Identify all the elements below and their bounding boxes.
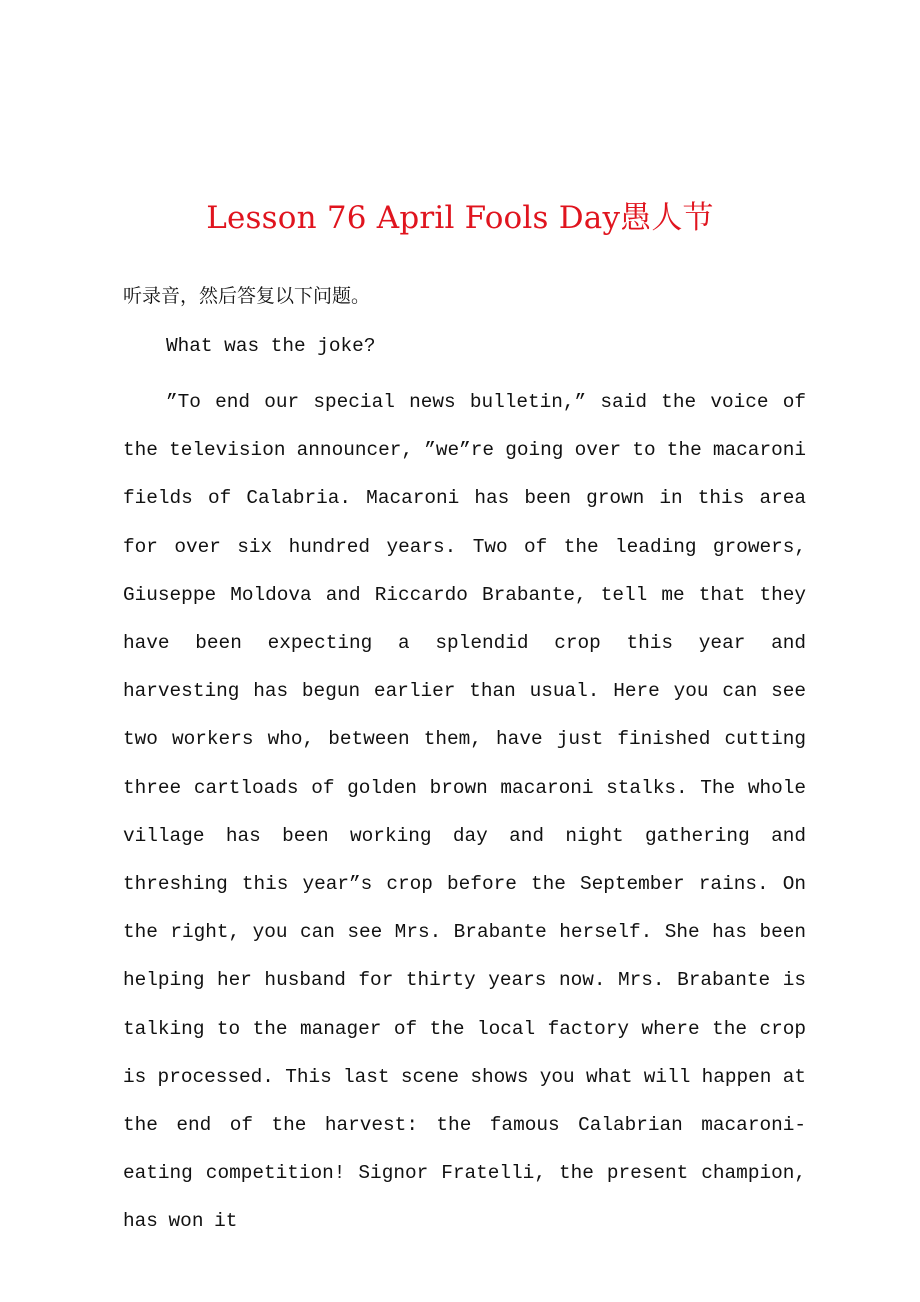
passage-text: ”To end our special news bulletin,” said the voice of the television announcer, ”we”re going over to the macaroni fields of Calabria. Macaroni has been grown in this area for over six hundred years. Two of the leading growers, Giuseppe Moldova and Riccardo Brabante, tell me that they have been expecting a splendid crop this year and harvesting has begun earlier than usual. Here you can see two workers who, between them, have just finished cutting three cartloads of golden brown macaroni stalks. The whole village has been working day and night gathering and threshing this year”s crop before the September rains. On the right, you can see Mrs. Brabante herself. She has been helping her husband for thirty years now. Mrs. Brabante is talking to the manager of the local factory where the crop is processed. This last scene shows you what will happen at the end of the harvest: the famous Calabrian macaroni-eating competition! Signor Fratelli, the present champion, has won it [123, 391, 806, 1233]
lesson-title: Lesson 76 April Fools Day愚人节 [206, 200, 714, 236]
question-text: What was the joke? [166, 335, 376, 357]
instruction-text: 听录音，然后答复以下问题。 [123, 285, 371, 307]
